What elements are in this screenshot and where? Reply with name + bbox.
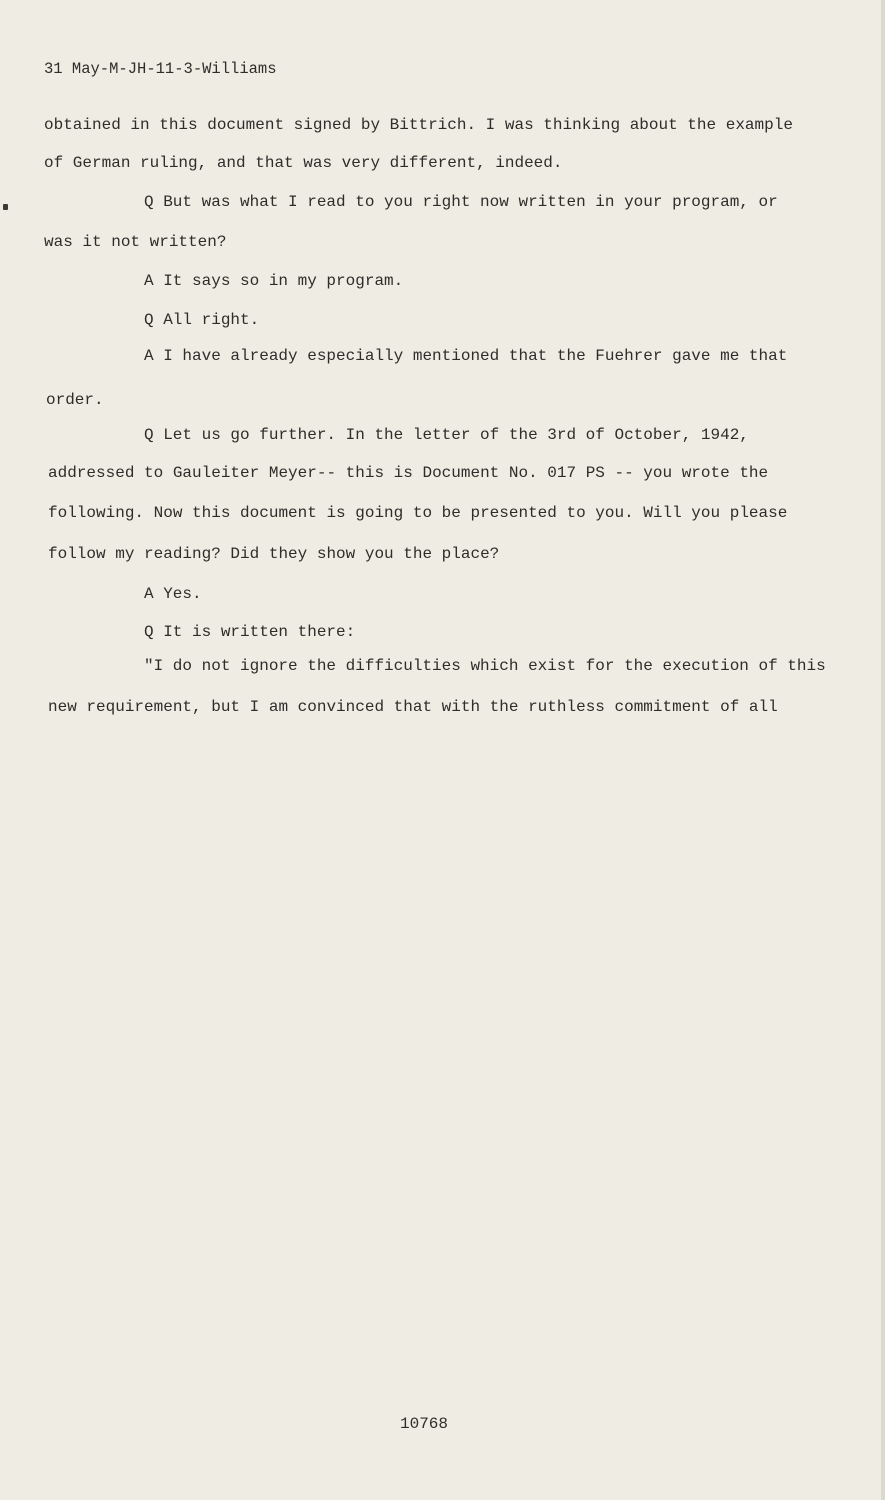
- transcript-line: obtained in this document signed by Bittrich. I was thinking about the example: [44, 116, 793, 134]
- transcript-line: order.: [46, 391, 104, 409]
- paper-edge: [881, 0, 885, 1500]
- transcript-line: A I have already especially mentioned that the Fuehrer gave me that: [144, 347, 788, 365]
- transcript-line: Q But was what I read to you right now written in your program, or: [144, 193, 778, 211]
- transcript-line: Q All right.: [144, 311, 260, 329]
- transcript-line: Q Let us go further. In the letter of the 3rd of October, 1942,: [144, 426, 749, 444]
- transcript-line: new requirement, but I am convinced that with the ruthless commitment of all: [48, 698, 778, 716]
- transcript-line: "I do not ignore the difficulties which exist for the execution of this: [144, 657, 826, 675]
- margin-mark: [3, 204, 8, 210]
- transcript-line: A Yes.: [144, 585, 202, 603]
- transcript-line: was it not written?: [44, 233, 227, 251]
- transcript-line: of German ruling, and that was very different, indeed.: [44, 154, 563, 172]
- transcript-line: addressed to Gauleiter Meyer-- this is Document No. 017 PS -- you wrote the: [48, 464, 769, 482]
- transcript-line: following. Now this document is going to be presented to you. Will you please: [48, 504, 788, 522]
- transcript-line: Q It is written there:: [144, 623, 356, 641]
- transcript-line: follow my reading? Did they show you the place?: [48, 545, 500, 563]
- document-reference-header: 31 May-M-JH-11-3-Williams: [44, 60, 277, 78]
- transcript-line: A It says so in my program.: [144, 272, 404, 290]
- page-number: 10768: [400, 1415, 449, 1433]
